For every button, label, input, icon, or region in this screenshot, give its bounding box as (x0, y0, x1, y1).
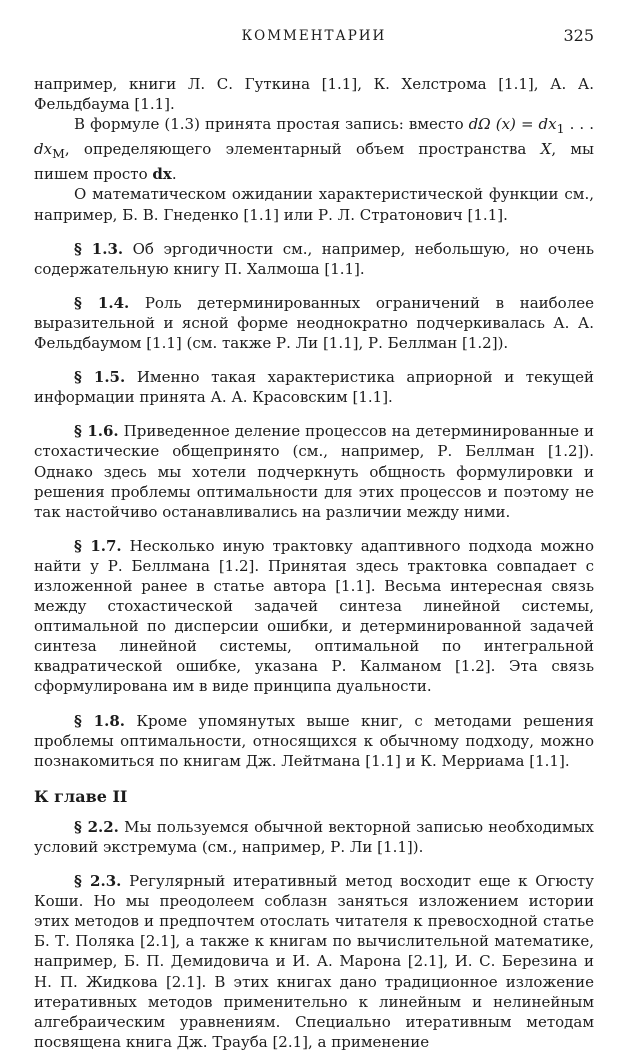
chapter-heading: К главе II (34, 786, 128, 806)
section-1-7 (34, 536, 594, 697)
section-number: § 1.7. (74, 536, 122, 555)
section-text: Именно такая характеристика априорной и текущей информации принята А. А. Красовским [1.1]. (34, 368, 594, 407)
page-header (34, 28, 594, 52)
section-1-4 (34, 293, 594, 353)
section-number: § 1.6. (74, 422, 119, 441)
text-run: . . . (564, 115, 595, 134)
text-body (34, 74, 594, 1052)
section-1-5 (34, 367, 594, 407)
paragraph-continuation: например, книги Л. С. Гуткина [1.1], К. Хелстрома [1.1], А. А. Фельдбаума [1.1]. (34, 75, 594, 114)
section-text: Об эргодичности см., например, небольшую, но очень содержательную книгу П. Халмоша [1.1]. (34, 239, 595, 278)
section-number: § 2.2. (74, 817, 119, 836)
paragraph-formula-note (34, 114, 594, 184)
section-number: § 1.3. (74, 239, 124, 258)
section-number: § 1.8. (74, 711, 125, 730)
section-number: § 2.3. (74, 872, 122, 891)
section-1-6 (34, 421, 594, 521)
text-run: , определяющего элементарный объем пространства (64, 140, 541, 159)
running-head: КОММЕНТАРИИ (241, 28, 387, 44)
section-text: Регулярный итеративный метод восходит еще к Огюсту Коши. Но мы преодолеем соблазн заняться изложением истории этих методов и предпочтем отослать читателя к превосходной статье Б. Т. Поляка [2.1], а также к книгам по вычислительной математике, например, Б. П. Демидовича и И. А. Марона [2.1], И. С. Березина и Н. П. Жидкова [2.1]. В этих книгах дано традиционное изложение итеративных методов применительно к линейным и нелинейным алгебраическим уравнениям. Специально итеративным методам посвящена книга Дж. Трауба [2.1], а применение (34, 872, 594, 1051)
section-text: Кроме упомянутых выше книг, с методами решения проблемы оптимальности, относящихся к обычному подходу, можно познакомиться по книгам Дж. Лейтмана [1.1] и К. Мерриама [1.1]. (34, 711, 594, 770)
section-1-3 (34, 239, 594, 279)
formula-subscript: M (52, 146, 65, 162)
text-run: , мы пишем просто (34, 140, 594, 184)
section-text: Несколько иную трактовку адаптивного подхода можно найти у Р. Беллмана [1.2]. Принятая здесь трактовка совпадает с изложенной ранее в статье автора [1.1]. Весьма интересная связь между стохастической задачей синтеза линейной системы, оптимальной по дисперсии ошибки, и детерминированной задачей синтеза линейной системы, оптимальной по интегральной квадратической ошибке, указана Р. Калманом [1.2]. Эта связь сформулирована им в виде принципа дуальности. (34, 536, 594, 696)
text-run: . (171, 165, 177, 184)
formula: dx (34, 140, 53, 159)
paragraph-expectation: О математическом ожидании характеристической функции см., например, Б. В. Гнеденко [1.1] или Р. Л. Стратонович [1.1]. (34, 185, 594, 224)
section-text: Приведенное деление процессов на детерминированные и стохастические общепринято (см., например, Р. Беллман [1.2]). Однако здесь мы хотели подчеркнуть общность формулировки и решения проблемы оптимальности для этих процессов и поэтому не так настойчиво останавливались на различии между ними. (34, 422, 594, 521)
section-text: Мы пользуемся обычной векторной записью необходимых условий экстремума (см., например, Р. Ли [1.1]). (34, 817, 594, 856)
section-number: § 1.4. (74, 293, 130, 312)
formula-subscript: 1 (556, 121, 565, 137)
section-2-2 (34, 817, 594, 857)
section-text: Роль детерминированных ограничений в наиболее выразительной и ясной форме неоднократно подчеркивалась А. А. Фельдбаумом [1.1] (см. также Р. Ли [1.1], Р. Беллман [1.2]). (34, 293, 594, 353)
section-1-8 (34, 711, 594, 771)
formula: dΩ (x) = dx (468, 115, 557, 134)
page-number: 325 (563, 26, 594, 45)
section-2-3 (34, 871, 594, 1052)
formula: X (540, 140, 552, 159)
section-number: § 1.5. (74, 368, 126, 387)
formula: dx (152, 165, 172, 184)
text-run: В формуле (1.3) принята простая запись: вместо (74, 115, 469, 134)
